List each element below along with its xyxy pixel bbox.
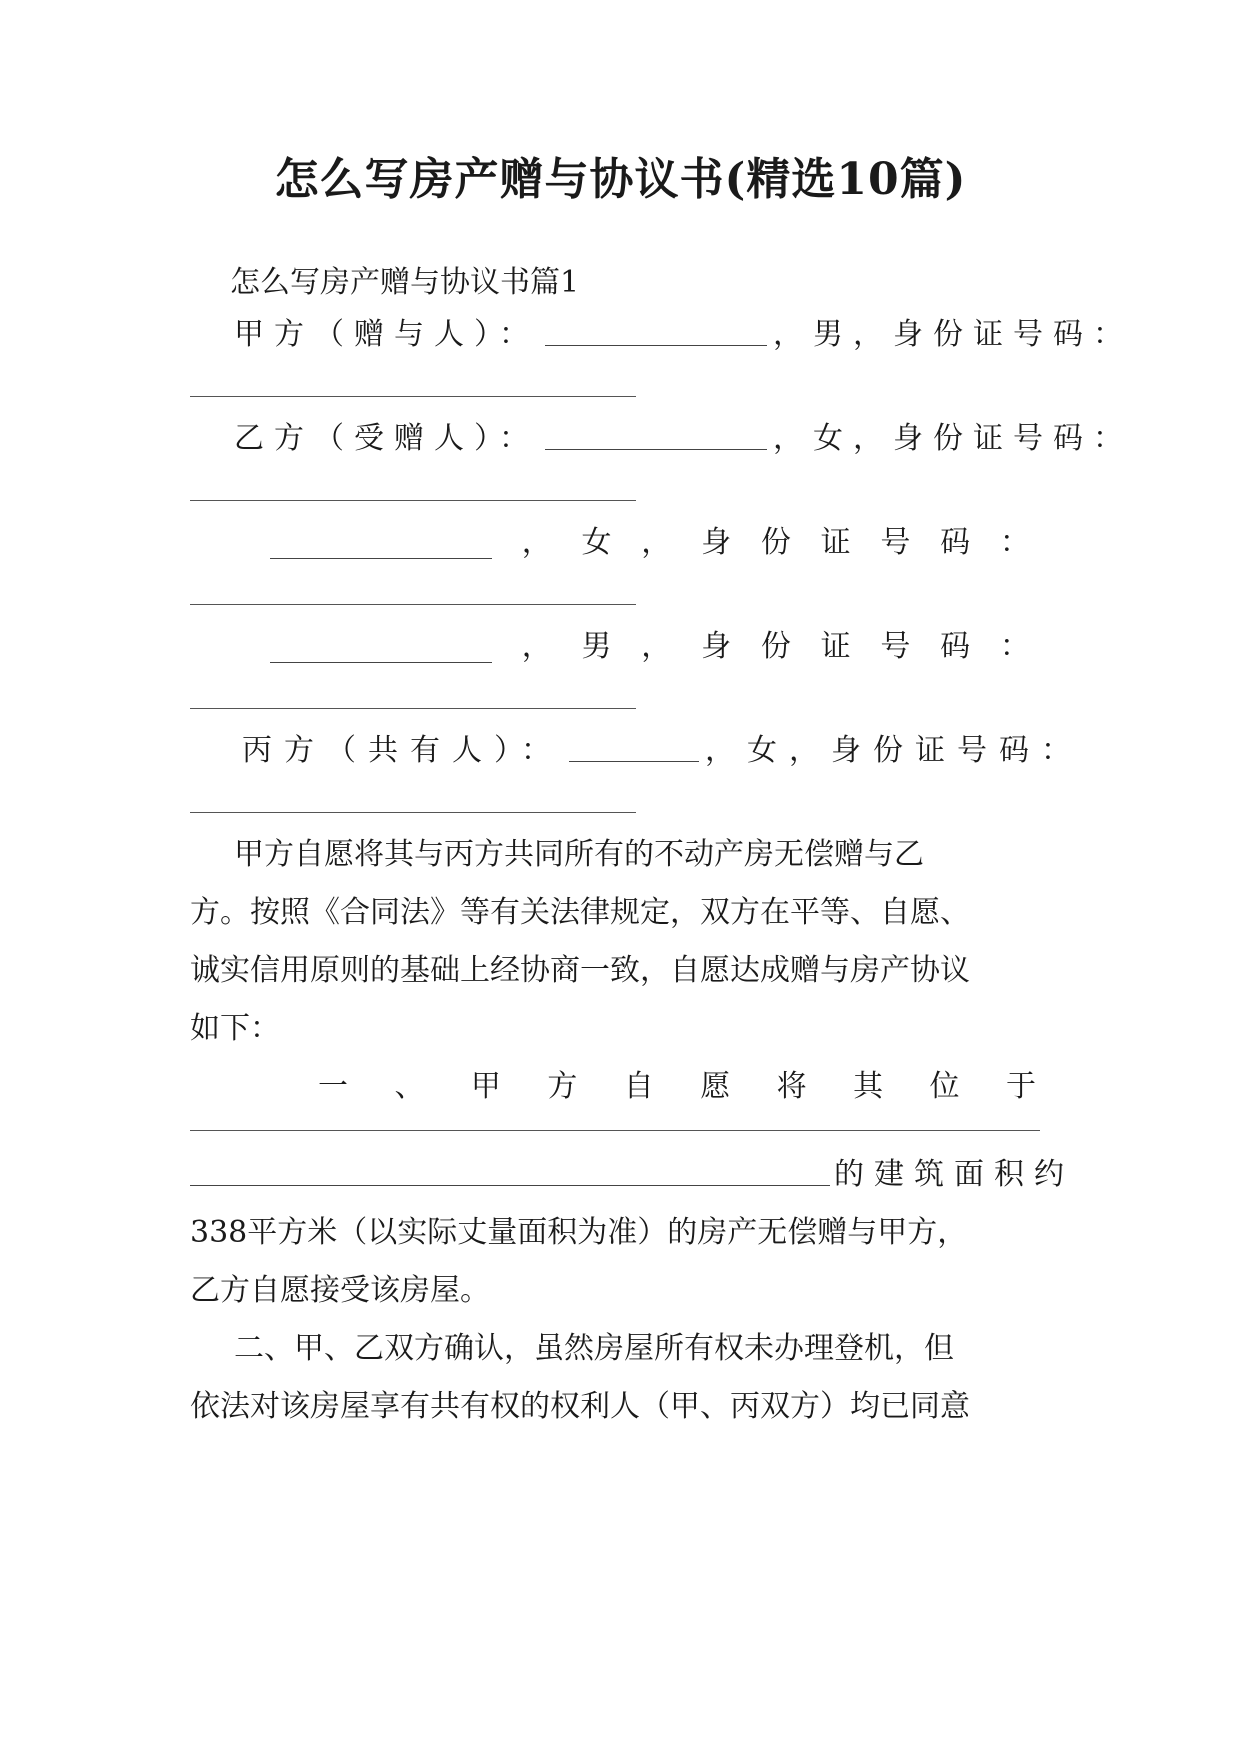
clause-1-char: 方 xyxy=(547,1069,578,1104)
extra-2-char: 身 xyxy=(701,629,732,664)
clause-1-line-4: 乙方自愿接受该房屋。 xyxy=(190,1273,490,1308)
party-b-gender-id: ，女，身份证号码： xyxy=(773,421,1133,456)
extra-1-char: 证 xyxy=(820,525,851,560)
extra-party-1-id-blank xyxy=(190,604,636,605)
section-heading: 怎么写房产赠与协议书篇1 xyxy=(230,265,580,300)
extra-party-2-id-blank xyxy=(190,708,636,709)
clause-1-char: 于 xyxy=(1005,1069,1036,1104)
party-a-label: 甲方（赠与人）： xyxy=(234,317,539,352)
party-b-name-blank xyxy=(545,419,767,450)
party-a-gender-id: ，男，身份证号码： xyxy=(773,317,1133,352)
paragraph-line: 甲方自愿将其与丙方共同所有的不动产房无偿赠与乙 xyxy=(234,837,924,872)
party-c-gender-id: ，女，身份证号码： xyxy=(705,733,1083,768)
clause-1-char: 甲 xyxy=(470,1069,501,1104)
party-a-name-blank xyxy=(545,315,767,346)
extra-2-char: 男 xyxy=(581,629,612,664)
party-b-id-blank xyxy=(190,500,636,501)
extra-1-char: ： xyxy=(999,525,1030,560)
party-c-name-blank xyxy=(569,731,699,762)
clause-1-area-line xyxy=(190,1146,1074,1204)
clause-1-char: 位 xyxy=(929,1069,960,1104)
clause-1-opening-line xyxy=(190,1058,1060,1116)
party-a-id-blank xyxy=(190,396,636,397)
clause-1-char: 愿 xyxy=(700,1069,731,1104)
extra-2-char: ， xyxy=(521,629,552,664)
paragraph-line: 诚实信用原则的基础上经协商一致，自愿达成赠与房产协议 xyxy=(190,953,970,988)
area-text: 的建筑面积约 xyxy=(834,1157,1074,1192)
clause-1-char: 、 xyxy=(394,1069,425,1104)
clause-1-line-3: 338平方米（以实际丈量面积为准）的房产无偿赠与甲方， xyxy=(190,1215,968,1250)
clause-1-char: 将 xyxy=(776,1069,807,1104)
extra-party-2-name-blank xyxy=(270,632,492,663)
party-c-id-blank xyxy=(190,812,636,813)
extra-2-char: ， xyxy=(641,629,672,664)
clause-2-line: 二、甲、乙双方确认，虽然房屋所有权未办理登机，但 xyxy=(234,1331,954,1366)
document-title: 怎么写房产赠与协议书(精选10篇) xyxy=(274,154,967,205)
clause-1-char: 自 xyxy=(623,1069,654,1104)
party-b-line xyxy=(190,410,1133,468)
extra-1-char: 份 xyxy=(760,525,791,560)
extra-1-char: 身 xyxy=(701,525,732,560)
paragraph-line: 如下： xyxy=(190,1011,280,1046)
extra-2-char: ： xyxy=(999,629,1030,664)
extra-party-2-line xyxy=(190,618,1060,676)
party-b-label: 乙方（受赠人）： xyxy=(234,421,539,456)
extra-1-char: 号 xyxy=(880,525,911,560)
extra-1-char: ， xyxy=(521,525,552,560)
extra-2-char: 份 xyxy=(760,629,791,664)
extra-2-char: 证 xyxy=(820,629,851,664)
clause-1-char: 其 xyxy=(853,1069,884,1104)
party-a-line xyxy=(190,306,1133,364)
extra-2-char: 号 xyxy=(880,629,911,664)
property-location-blank xyxy=(190,1130,1040,1131)
extra-party-1-line xyxy=(190,514,1060,572)
party-c-label: 丙方（共有人）： xyxy=(242,733,563,768)
extra-1-char: 女 xyxy=(581,525,612,560)
extra-party-1-name-blank xyxy=(270,528,492,559)
clause-1-char: 一 xyxy=(318,1069,348,1104)
clause-2-line: 依法对该房屋享有共有权的权利人（甲、丙双方）均已同意 xyxy=(190,1389,970,1424)
paragraph-line: 方。按照《合同法》等有关法律规定，双方在平等、自愿、 xyxy=(190,895,970,930)
extra-1-char: 码 xyxy=(940,525,971,560)
property-location-blank-2 xyxy=(190,1155,830,1186)
extra-1-char: ， xyxy=(641,525,672,560)
party-c-line xyxy=(190,722,1083,780)
extra-2-char: 码 xyxy=(940,629,971,664)
